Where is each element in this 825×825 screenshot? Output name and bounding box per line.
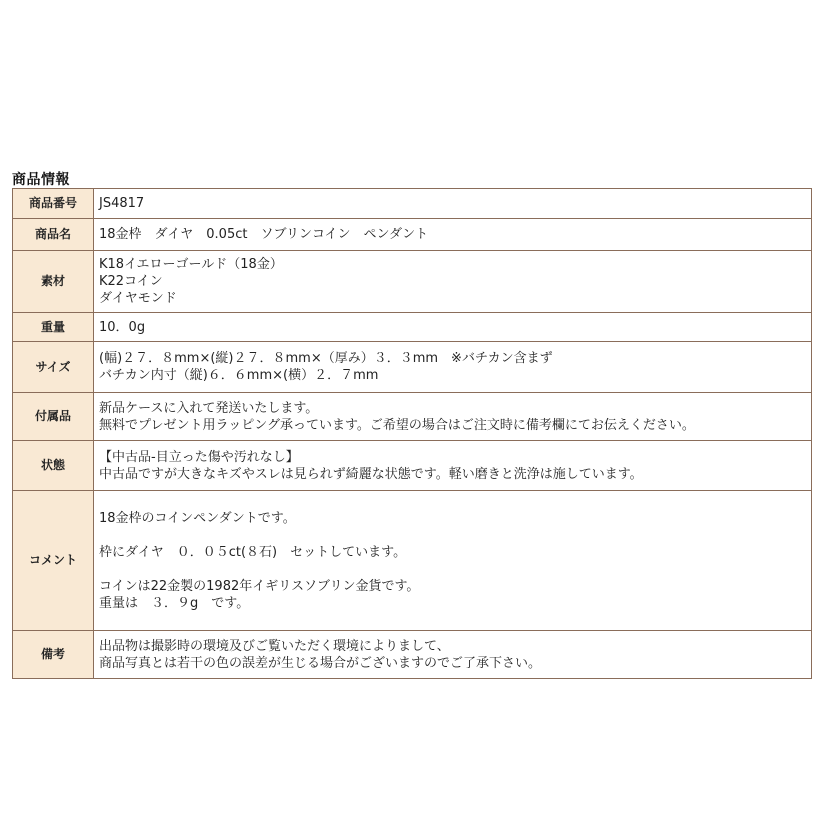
value-line: 重量は ３．９g です。	[99, 595, 250, 611]
table-row-condition	[13, 441, 812, 491]
table-row-product-number	[13, 189, 812, 219]
table-row-product-name	[13, 219, 812, 251]
value-line: 商品写真とは若干の色の誤差が生じる場合がございますのでご了承下さい。	[99, 655, 542, 671]
table-row-size	[13, 342, 812, 393]
row-value	[94, 441, 812, 491]
value-line: 18金枠 ダイヤ 0.05ct ソブリンコイン ペンダント	[99, 227, 429, 242]
row-value	[94, 251, 812, 313]
value-line: JS4817	[99, 196, 145, 211]
row-label: 商品名	[13, 219, 94, 251]
row-label: コメント	[13, 491, 94, 631]
value-line: 中古品ですが大きなキズやスレは見られず綺麗な状態です。軽い磨きと洗浄は施しています。	[99, 466, 643, 482]
value-line: 無料でプレゼント用ラッピング承っています。ご希望の場合はご注文時に備考欄にてお伝えください。	[99, 417, 695, 433]
row-label: サイズ	[13, 342, 94, 393]
value-line: 18金枠のコインペンダントです。	[99, 510, 296, 526]
row-label: 備考	[13, 631, 94, 679]
value-line: K18イエローゴールド（18金）	[99, 257, 283, 272]
value-line: (幅)２７．８mm×(縦)２７．８mm×（厚み）３．３mm ※バチカン含まず	[99, 351, 553, 366]
row-value	[94, 491, 812, 631]
value-line: バチカン内寸（縦)６．６mm×(横）２．７mm	[99, 368, 379, 383]
row-value	[94, 342, 812, 393]
row-value	[94, 631, 812, 679]
row-value	[94, 313, 812, 342]
table-row-material	[13, 251, 812, 313]
section-title: 商品情報	[12, 172, 70, 188]
row-value	[94, 219, 812, 251]
row-label: 重量	[13, 313, 94, 342]
table-row-accessories	[13, 393, 812, 441]
row-label: 付属品	[13, 393, 94, 441]
value-line: K22コイン	[99, 274, 163, 289]
table-row-remarks	[13, 631, 812, 679]
value-line: 出品物は撮影時の環境及びご覧いただく環境によりまして、	[99, 638, 450, 654]
row-label: 商品番号	[13, 189, 94, 219]
product-info-table	[12, 188, 812, 679]
table-row-comment	[13, 491, 812, 631]
value-line: 枠にダイヤ ０．０５ct(８石) セットしています。	[99, 544, 407, 560]
value-line: 10．0g	[99, 319, 146, 335]
row-value	[94, 189, 812, 219]
row-label: 状態	[13, 441, 94, 491]
value-line: 新品ケースに入れて発送いたします。	[99, 400, 319, 416]
table-row-weight	[13, 313, 812, 342]
value-line: 【中古品-目立った傷や汚れなし】	[99, 449, 299, 465]
row-value	[94, 393, 812, 441]
value-line: コインは22金製の1982年イギリスソブリン金貨です。	[99, 578, 420, 594]
row-label: 素材	[13, 251, 94, 313]
value-line: ダイヤモンド	[99, 291, 177, 306]
